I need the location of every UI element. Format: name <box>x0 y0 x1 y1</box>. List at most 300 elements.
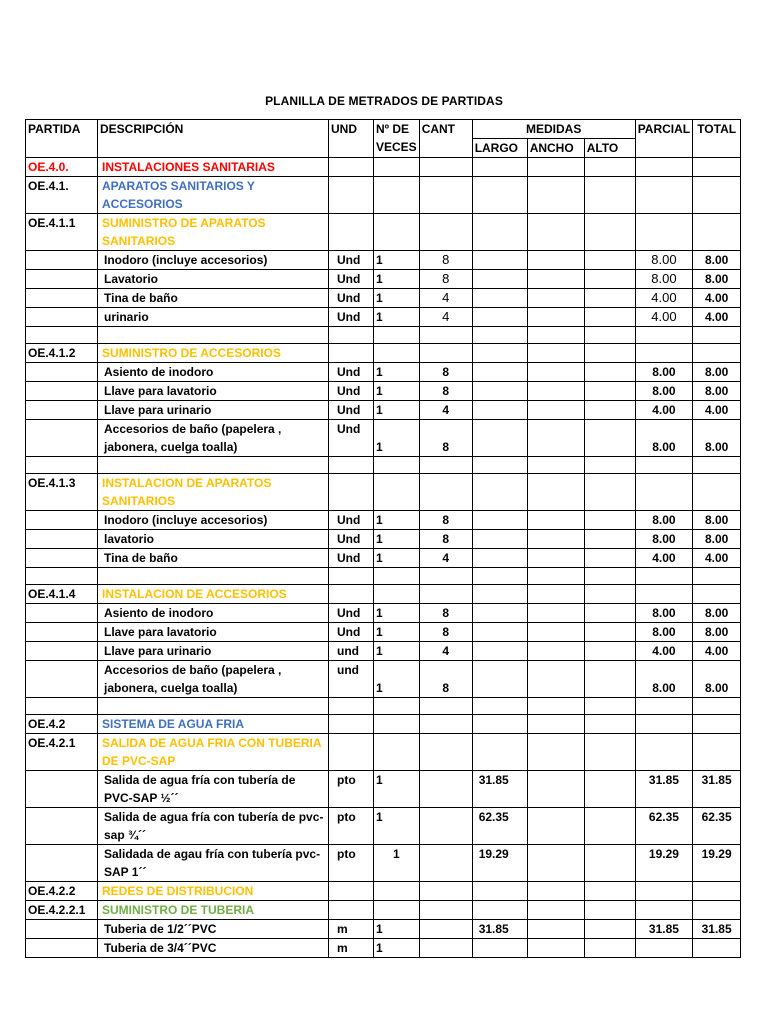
item-ancho <box>527 382 584 401</box>
empty-cell <box>584 327 635 344</box>
item-veces: 1 <box>374 845 420 882</box>
item-parcial: 8.00 <box>635 251 692 270</box>
item-row <box>26 808 741 845</box>
page-title: PLANILLA DE METRADOS DE PARTIDAS <box>265 94 503 108</box>
item-largo <box>472 642 527 661</box>
partida-code: OE.4.0. <box>26 158 98 177</box>
item-total: 8.00 <box>693 270 741 289</box>
partida-code: OE.4.1.3 <box>26 474 98 511</box>
section-title: SUMINISTRO DE ACCESORIOS <box>98 344 329 363</box>
empty-cell <box>472 882 527 901</box>
empty-cell <box>374 901 420 920</box>
blank-row <box>26 568 741 585</box>
empty-cell <box>419 585 472 604</box>
item-row <box>26 308 741 327</box>
partida-code <box>26 939 98 958</box>
item-parcial: 8.00 <box>635 623 692 642</box>
header-parcial: PARCIAL <box>635 120 692 158</box>
item-unit: m <box>329 939 374 958</box>
empty-cell <box>584 457 635 474</box>
item-ancho <box>527 920 584 939</box>
item-description: Asiento de inodoro <box>98 363 329 382</box>
empty-cell <box>527 457 584 474</box>
item-largo <box>472 511 527 530</box>
item-row <box>26 845 741 882</box>
section-row <box>26 715 741 734</box>
item-cant: 8 <box>419 623 472 642</box>
partida-code: OE.4.1.2 <box>26 344 98 363</box>
item-description: Accesorios de baño (papelera , jabonera, cuelga toalla) <box>98 420 329 457</box>
item-ancho <box>527 363 584 382</box>
item-description: Tina de baño <box>98 289 329 308</box>
empty-cell <box>584 474 635 511</box>
partida-code <box>26 363 98 382</box>
item-row <box>26 661 741 698</box>
item-alto <box>584 420 635 457</box>
item-total <box>693 939 741 958</box>
item-unit: pto <box>329 845 374 882</box>
empty-cell <box>374 882 420 901</box>
empty-cell <box>329 698 374 715</box>
item-ancho <box>527 549 584 568</box>
section-title: SUMINISTRO DE TUBERIA <box>98 901 329 920</box>
empty-cell <box>527 585 584 604</box>
empty-cell <box>635 698 692 715</box>
item-description: lavatorio <box>98 530 329 549</box>
item-alto <box>584 845 635 882</box>
item-parcial: 4.00 <box>635 642 692 661</box>
item-unit: und <box>329 642 374 661</box>
item-unit: Und <box>329 251 374 270</box>
item-cant: 4 <box>419 289 472 308</box>
empty-cell <box>419 474 472 511</box>
empty-cell <box>693 715 741 734</box>
empty-cell <box>374 474 420 511</box>
item-cant: 4 <box>419 549 472 568</box>
item-veces: 1 <box>374 511 420 530</box>
partida-code <box>26 511 98 530</box>
item-parcial: 62.35 <box>635 808 692 845</box>
item-total: 4.00 <box>693 642 741 661</box>
item-parcial: 8.00 <box>635 382 692 401</box>
item-description: Accesorios de baño (papelera , jabonera, cuelga toalla) <box>98 661 329 698</box>
header-partida: PARTIDA <box>26 120 98 158</box>
item-cant: 8 <box>419 251 472 270</box>
section-title: INSTALACIONES SANITARIAS <box>98 158 329 177</box>
item-parcial: 8.00 <box>635 363 692 382</box>
item-largo <box>472 363 527 382</box>
item-ancho <box>527 308 584 327</box>
item-veces: 1 <box>374 289 420 308</box>
item-ancho <box>527 845 584 882</box>
item-largo <box>472 604 527 623</box>
item-parcial <box>635 939 692 958</box>
item-veces: 1 <box>374 642 420 661</box>
empty-cell <box>584 698 635 715</box>
item-cant <box>419 771 472 808</box>
empty-cell <box>98 568 329 585</box>
item-veces: 1 <box>374 604 420 623</box>
item-largo <box>472 401 527 420</box>
empty-cell <box>635 568 692 585</box>
item-total: 8.00 <box>693 363 741 382</box>
item-cant: 8 <box>419 661 472 698</box>
empty-cell <box>635 901 692 920</box>
partida-code <box>26 401 98 420</box>
item-description: Tina de baño <box>98 549 329 568</box>
item-alto <box>584 661 635 698</box>
empty-cell <box>472 474 527 511</box>
item-veces: 1 <box>374 420 420 457</box>
item-total: 8.00 <box>693 661 741 698</box>
empty-cell <box>98 327 329 344</box>
empty-cell <box>472 177 527 214</box>
empty-cell <box>419 882 472 901</box>
empty-cell <box>472 715 527 734</box>
empty-cell <box>584 214 635 251</box>
empty-cell <box>584 734 635 771</box>
section-row <box>26 214 741 251</box>
item-ancho <box>527 661 584 698</box>
partida-code <box>26 623 98 642</box>
item-parcial: 4.00 <box>635 308 692 327</box>
partida-code <box>26 251 98 270</box>
item-largo <box>472 270 527 289</box>
empty-cell <box>419 698 472 715</box>
empty-cell <box>329 344 374 363</box>
item-row <box>26 420 741 457</box>
item-unit: und <box>329 661 374 698</box>
empty-cell <box>584 158 635 177</box>
item-alto <box>584 604 635 623</box>
partida-code: OE.4.2 <box>26 715 98 734</box>
empty-cell <box>527 568 584 585</box>
empty-cell <box>584 177 635 214</box>
empty-cell <box>584 715 635 734</box>
item-row <box>26 642 741 661</box>
empty-cell <box>693 158 741 177</box>
empty-cell <box>329 734 374 771</box>
empty-cell <box>635 344 692 363</box>
item-parcial: 8.00 <box>635 530 692 549</box>
empty-cell <box>635 214 692 251</box>
empty-cell <box>472 585 527 604</box>
empty-cell <box>419 158 472 177</box>
item-total: 4.00 <box>693 289 741 308</box>
table-body <box>26 120 741 958</box>
item-row <box>26 289 741 308</box>
empty-cell <box>329 715 374 734</box>
item-cant: 4 <box>419 642 472 661</box>
header-veces: Nº DE VECES <box>374 120 420 158</box>
item-alto <box>584 623 635 642</box>
item-parcial: 8.00 <box>635 604 692 623</box>
item-total: 4.00 <box>693 549 741 568</box>
partida-code <box>26 661 98 698</box>
item-largo: 62.35 <box>472 808 527 845</box>
item-total: 8.00 <box>693 530 741 549</box>
empty-cell <box>693 698 741 715</box>
item-alto <box>584 363 635 382</box>
partida-code: OE.4.1.4 <box>26 585 98 604</box>
item-description: Tuberia de 1/2´´PVC <box>98 920 329 939</box>
partida-code <box>26 771 98 808</box>
item-row <box>26 382 741 401</box>
item-cant: 8 <box>419 382 472 401</box>
item-row <box>26 920 741 939</box>
empty-cell <box>584 882 635 901</box>
empty-cell <box>472 327 527 344</box>
item-ancho <box>527 420 584 457</box>
item-description: Inodoro (incluye accesorios) <box>98 251 329 270</box>
section-row <box>26 734 741 771</box>
partida-code: OE.4.1. <box>26 177 98 214</box>
empty-cell <box>374 158 420 177</box>
item-veces: 1 <box>374 771 420 808</box>
item-veces: 1 <box>374 530 420 549</box>
item-row <box>26 549 741 568</box>
empty-cell <box>329 901 374 920</box>
empty-cell <box>419 214 472 251</box>
empty-cell <box>635 327 692 344</box>
item-total: 31.85 <box>693 920 741 939</box>
item-total: 62.35 <box>693 808 741 845</box>
section-title: APARATOS SANITARIOS Y ACCESORIOS <box>98 177 329 214</box>
item-total: 8.00 <box>693 382 741 401</box>
item-cant: 4 <box>419 401 472 420</box>
item-description: Salida de agua fría con tubería de pvc-sap ¾´´ <box>98 808 329 845</box>
empty-cell <box>693 327 741 344</box>
item-alto <box>584 808 635 845</box>
empty-cell <box>98 457 329 474</box>
empty-cell <box>693 457 741 474</box>
partida-code <box>26 549 98 568</box>
empty-cell <box>472 344 527 363</box>
header-medidas: MEDIDAS <box>472 120 635 139</box>
item-alto <box>584 939 635 958</box>
partida-code <box>26 808 98 845</box>
empty-cell <box>26 457 98 474</box>
header-alto: ALTO <box>584 139 635 158</box>
item-veces: 1 <box>374 549 420 568</box>
empty-cell <box>374 177 420 214</box>
partida-code: OE.4.2.1 <box>26 734 98 771</box>
partida-code: OE.4.1.1 <box>26 214 98 251</box>
item-unit: Und <box>329 308 374 327</box>
item-parcial: 31.85 <box>635 920 692 939</box>
empty-cell <box>329 158 374 177</box>
header-largo: LARGO <box>472 139 527 158</box>
item-ancho <box>527 939 584 958</box>
item-description: Inodoro (incluye accesorios) <box>98 511 329 530</box>
item-ancho <box>527 623 584 642</box>
partida-code <box>26 530 98 549</box>
item-total: 31.85 <box>693 771 741 808</box>
empty-cell <box>584 901 635 920</box>
empty-cell <box>329 882 374 901</box>
item-total: 4.00 <box>693 401 741 420</box>
empty-cell <box>472 568 527 585</box>
item-total: 4.00 <box>693 308 741 327</box>
empty-cell <box>419 344 472 363</box>
empty-cell <box>329 214 374 251</box>
empty-cell <box>329 568 374 585</box>
empty-cell <box>374 585 420 604</box>
empty-cell <box>374 457 420 474</box>
empty-cell <box>329 474 374 511</box>
item-parcial: 8.00 <box>635 511 692 530</box>
section-title: REDES DE DISTRIBUCION <box>98 882 329 901</box>
empty-cell <box>419 177 472 214</box>
empty-cell <box>419 568 472 585</box>
empty-cell <box>472 214 527 251</box>
item-unit: Und <box>329 511 374 530</box>
item-alto <box>584 308 635 327</box>
item-unit: Und <box>329 270 374 289</box>
item-ancho <box>527 401 584 420</box>
empty-cell <box>635 715 692 734</box>
item-description: Llave para lavatorio <box>98 623 329 642</box>
empty-cell <box>472 698 527 715</box>
item-unit: Und <box>329 289 374 308</box>
item-description: Salida de agua fría con tubería de PVC-SAP ½´´ <box>98 771 329 808</box>
empty-cell <box>527 158 584 177</box>
empty-cell <box>693 568 741 585</box>
header-total: TOTAL <box>693 120 741 158</box>
item-veces: 1 <box>374 661 420 698</box>
item-cant <box>419 939 472 958</box>
item-row <box>26 604 741 623</box>
empty-cell <box>374 568 420 585</box>
item-cant: 4 <box>419 308 472 327</box>
blank-row <box>26 327 741 344</box>
item-ancho <box>527 251 584 270</box>
empty-cell <box>26 327 98 344</box>
empty-cell <box>527 901 584 920</box>
partida-code <box>26 642 98 661</box>
item-alto <box>584 920 635 939</box>
item-description: Llave para urinario <box>98 642 329 661</box>
empty-cell <box>329 457 374 474</box>
item-parcial: 8.00 <box>635 661 692 698</box>
empty-cell <box>374 715 420 734</box>
empty-cell <box>26 568 98 585</box>
empty-cell <box>693 474 741 511</box>
item-total: 8.00 <box>693 251 741 270</box>
item-cant: 8 <box>419 530 472 549</box>
item-largo: 31.85 <box>472 771 527 808</box>
item-parcial: 8.00 <box>635 270 692 289</box>
empty-cell <box>472 457 527 474</box>
empty-cell <box>527 734 584 771</box>
item-description: Salidada de agau fría con tubería pvc-SAP 1´´ <box>98 845 329 882</box>
item-largo <box>472 549 527 568</box>
empty-cell <box>527 882 584 901</box>
empty-cell <box>635 734 692 771</box>
section-title: INSTALACION DE APARATOS SANITARIOS <box>98 474 329 511</box>
item-unit: Und <box>329 623 374 642</box>
section-row <box>26 474 741 511</box>
empty-cell <box>419 715 472 734</box>
section-title: SUMINISTRO DE APARATOS SANITARIOS <box>98 214 329 251</box>
item-total: 8.00 <box>693 420 741 457</box>
item-veces: 1 <box>374 363 420 382</box>
item-row <box>26 270 741 289</box>
item-veces: 1 <box>374 251 420 270</box>
item-veces: 1 <box>374 382 420 401</box>
item-unit: Und <box>329 401 374 420</box>
empty-cell <box>527 177 584 214</box>
item-row <box>26 363 741 382</box>
item-alto <box>584 511 635 530</box>
item-description: Lavatorio <box>98 270 329 289</box>
item-veces: 1 <box>374 401 420 420</box>
item-ancho <box>527 289 584 308</box>
empty-cell <box>635 457 692 474</box>
item-parcial: 4.00 <box>635 289 692 308</box>
empty-cell <box>635 474 692 511</box>
item-row <box>26 530 741 549</box>
partida-code <box>26 270 98 289</box>
empty-cell <box>26 698 98 715</box>
empty-cell <box>693 344 741 363</box>
item-row <box>26 771 741 808</box>
blank-row <box>26 457 741 474</box>
empty-cell <box>527 214 584 251</box>
item-parcial: 4.00 <box>635 549 692 568</box>
item-ancho <box>527 511 584 530</box>
item-unit: Und <box>329 530 374 549</box>
item-unit: Und <box>329 420 374 457</box>
item-row <box>26 401 741 420</box>
item-total: 19.29 <box>693 845 741 882</box>
section-row <box>26 344 741 363</box>
item-alto <box>584 382 635 401</box>
partida-code <box>26 308 98 327</box>
item-alto <box>584 289 635 308</box>
item-description: Tuberia de 3/4´´PVC <box>98 939 329 958</box>
empty-cell <box>693 734 741 771</box>
item-largo <box>472 661 527 698</box>
item-row <box>26 251 741 270</box>
section-title: SISTEMA DE AGUA FRIA <box>98 715 329 734</box>
section-row <box>26 585 741 604</box>
empty-cell <box>693 177 741 214</box>
item-veces: 1 <box>374 623 420 642</box>
section-title: INSTALACION DE ACCESORIOS <box>98 585 329 604</box>
item-largo <box>472 623 527 642</box>
section-title: SALIDA DE AGUA FRIA CON TUBERIA DE PVC-SAP <box>98 734 329 771</box>
item-ancho <box>527 530 584 549</box>
item-alto <box>584 270 635 289</box>
item-largo <box>472 939 527 958</box>
empty-cell <box>527 698 584 715</box>
section-row <box>26 158 741 177</box>
metrados-table <box>25 119 741 958</box>
item-cant: 8 <box>419 270 472 289</box>
item-veces: 1 <box>374 939 420 958</box>
empty-cell <box>527 327 584 344</box>
item-total: 8.00 <box>693 604 741 623</box>
empty-cell <box>329 585 374 604</box>
item-cant: 8 <box>419 420 472 457</box>
item-row <box>26 939 741 958</box>
item-parcial: 31.85 <box>635 771 692 808</box>
item-description: Llave para urinario <box>98 401 329 420</box>
partida-code <box>26 382 98 401</box>
item-largo: 31.85 <box>472 920 527 939</box>
section-row <box>26 882 741 901</box>
